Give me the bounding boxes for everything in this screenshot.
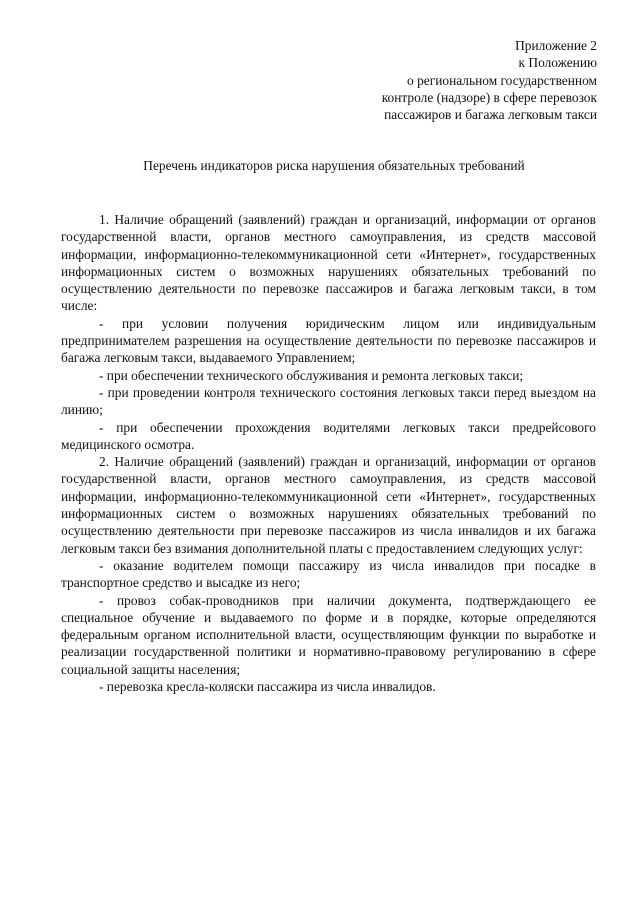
paragraph-2: 2. Наличие обращений (заявлений) граждан и организаций, информации от органов государственной власти, органов местного самоуправления, из средств массовой информации, информационно-телекоммуникационной сети «Интернет», государственных информационных систем о возможных нарушениях обязательных требований по осуществлению деятельности при перевозке пассажиров из числа инвалидов и их багажа легковым такси без взимания дополнительной платы с предоставлением следующих услуг: xyxy=(61,454,596,556)
list-item-2-2: - провоз собак-проводников при наличии документа, подтверждающего ее специальное обучение и выдаваемого по форме и в порядке, которые определяются федеральным органом исполнительной власти, осуществляющим функции по выработке и реализации государственной политики и нормативно-правовому регулированию в сфере социальной защиты населения; xyxy=(61,592,596,677)
list-item-1-2: - при обеспечении технического обслуживания и ремонта легковых такси; xyxy=(99,367,524,383)
appendix-header xyxy=(382,37,597,123)
paragraph-1: 1. Наличие обращений (заявлений) граждан и организаций, информации от органов государственной власти, органов местного самоуправления, из средств массовой информации, информационно-телекоммуникационной сети «Интернет», государственных информационных систем о возможных нарушениях обязательных требований по осуществлению деятельности по перевозке пассажиров и багажа легковым такси, в том числе: xyxy=(61,212,596,314)
document-title: Перечень индикаторов риска нарушения обязательных требований xyxy=(143,158,525,173)
appendix-reference: к Положению xyxy=(518,55,597,71)
list-item-1-1: - при условии получения юридическим лицом или индивидуальным предпринимателем разрешения на осуществление деятельности по перевозке пассажиров и багажа легковым такси, выдаваемого Управлением; xyxy=(61,315,596,366)
appendix-regulation-line-1: о региональном государственном xyxy=(407,72,597,88)
list-item-1-4: - при обеспечении прохождения водителями легковых такси предрейсового медицинского осмотра. xyxy=(61,419,596,452)
list-item-2-3: - перевозка кресла-коляски пассажира из числа инвалидов. xyxy=(99,679,436,695)
list-item-2-1: - оказание водителем помощи пассажиру из числа инвалидов при посадке в транспортное средство и высадке из него; xyxy=(61,557,596,591)
appendix-regulation-line-2: контроле (надзоре) в сфере перевозок xyxy=(381,89,597,105)
appendix-regulation-line-3: пассажиров и багажа легковым такси xyxy=(384,107,597,123)
list-item-1-3: - при проведении контроля технического состояния легковых такси перед выездом на линию; xyxy=(61,384,596,418)
document-body xyxy=(61,211,596,695)
appendix-number: Приложение 2 xyxy=(515,38,597,53)
